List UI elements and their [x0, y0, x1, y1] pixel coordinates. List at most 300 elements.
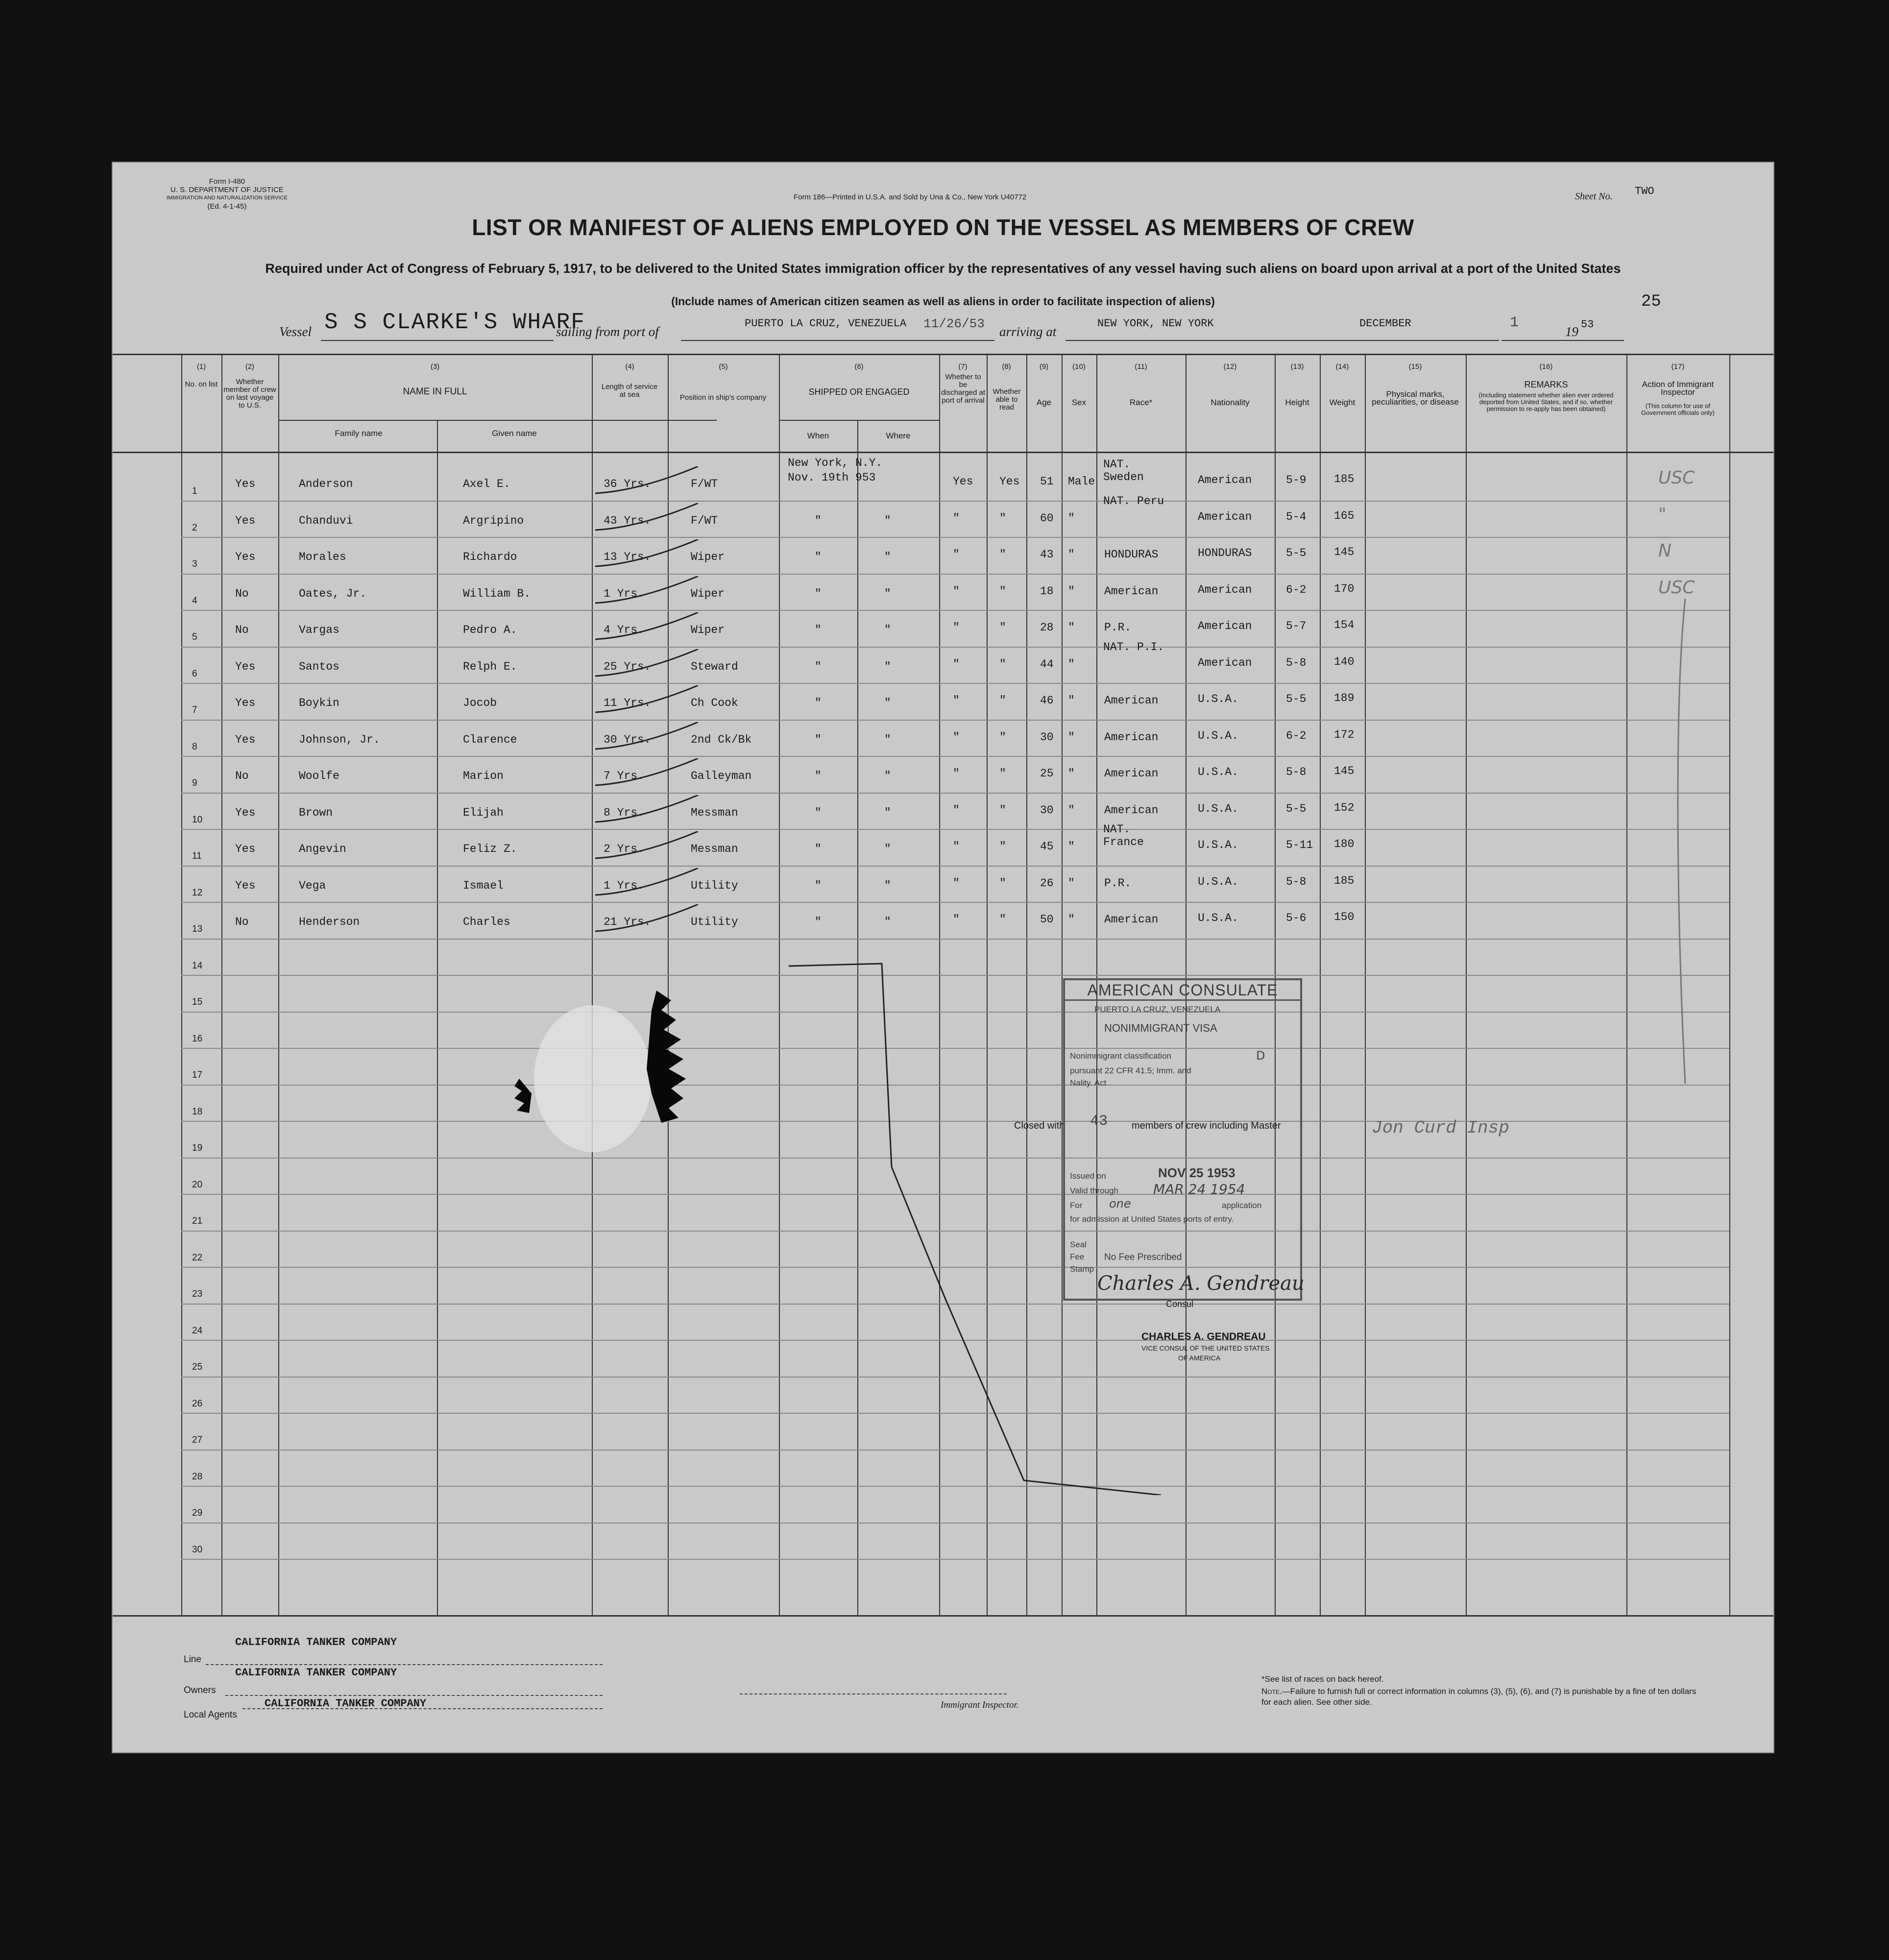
row-number: 3	[192, 559, 197, 569]
form-edition: (Ed. 4-1-45)	[207, 202, 247, 211]
cell-family-name: Santos	[299, 660, 339, 673]
cell-age: 51	[1040, 475, 1054, 488]
application-label: application	[1222, 1201, 1262, 1210]
cell-where: "	[884, 843, 891, 855]
crew-count: 43	[1090, 1113, 1108, 1130]
arriving-label: arriving at	[999, 324, 1057, 339]
stamp-act: Nality. Act	[1070, 1078, 1107, 1088]
consul-label: Consul	[1166, 1299, 1194, 1309]
cell-age: 26	[1040, 876, 1054, 890]
cell-when: "	[815, 514, 822, 527]
stamp-location: PUERTO LA CRUZ, VENEZUELA	[1094, 1005, 1221, 1014]
row-number: 11	[192, 851, 202, 861]
col-header-discharge: Whether to be discharged at port of arrival	[941, 373, 986, 405]
cell-weight: 150	[1334, 911, 1355, 923]
cell-discharge: "	[953, 584, 960, 598]
col-num: (17)	[1671, 363, 1685, 371]
owners-label: Owners	[184, 1685, 216, 1695]
col-num: (13)	[1290, 363, 1304, 371]
col-header-physical-marks: Physical marks, peculiarities, or disease	[1372, 389, 1459, 407]
tick-mark	[595, 466, 708, 501]
row-number: 9	[192, 778, 197, 788]
printer-line: Form 186—Printed in U.S.A. and Sold by Una & Co., New York U40772	[794, 193, 1027, 201]
cell-position: F/WT	[691, 514, 718, 527]
consul-signature: Charles A. Gendreau	[1097, 1272, 1305, 1295]
cell-when: "	[815, 843, 822, 855]
cell-weight: 170	[1334, 582, 1355, 595]
agents-label: Local Agents	[184, 1710, 237, 1720]
cell-weight: 140	[1334, 655, 1355, 668]
cell-given-name: Elijah	[463, 806, 504, 819]
cell-given-name: Charles	[463, 916, 510, 928]
tick-mark	[595, 758, 708, 793]
consul-title: VICE CONSUL OF THE UNITED STATES	[1141, 1344, 1270, 1352]
cell-position: Utility	[691, 916, 738, 928]
row-number: 10	[192, 814, 203, 825]
col-num: (10)	[1072, 363, 1086, 371]
cell-weight: 165	[1334, 509, 1355, 522]
cell-nationality: U.S.A.	[1198, 693, 1238, 705]
cell-when: "	[815, 660, 822, 673]
cell-sex: "	[1068, 621, 1075, 634]
cell-where: "	[884, 697, 891, 709]
vessel-label: Vessel	[279, 324, 312, 339]
row-number: 28	[192, 1471, 203, 1482]
cell-race: American	[1104, 913, 1159, 926]
col-header-weight: Weight	[1329, 398, 1356, 407]
cell-sex: "	[1068, 694, 1075, 707]
col-header-height: Height	[1285, 398, 1309, 407]
cell-height: 5-5	[1286, 693, 1307, 705]
col-num: (15)	[1408, 363, 1422, 371]
col-num: (6)	[854, 363, 864, 371]
fee-label: Fee	[1070, 1252, 1085, 1261]
cell-read: Yes	[999, 475, 1020, 488]
col-num: (16)	[1539, 363, 1553, 371]
cell-race: American	[1104, 730, 1159, 744]
cell-read: "	[999, 803, 1006, 817]
admission-text: for admission at United States ports of entry.	[1070, 1214, 1234, 1224]
cell-where: "	[884, 514, 891, 527]
seal-label: Seal	[1070, 1240, 1087, 1249]
row-number: 6	[192, 668, 197, 679]
cell-read: "	[999, 913, 1006, 926]
row-rule	[181, 1559, 1729, 1560]
cell-service: 8 Yrs.	[604, 806, 644, 819]
row-number: 1	[192, 486, 197, 496]
closing-prefix: Closed with	[1014, 1120, 1065, 1131]
cell-prev-voyage: No	[235, 916, 249, 928]
cell-position: Wiper	[691, 587, 725, 600]
cell-sex: "	[1068, 840, 1075, 853]
cell-age: 30	[1040, 803, 1054, 817]
cell-where: "	[884, 551, 891, 563]
cell-given-name: William B.	[463, 587, 531, 600]
cell-read: "	[999, 767, 1006, 780]
col-header-race: Race*	[1129, 398, 1153, 407]
tick-mark	[595, 539, 708, 574]
cell-when: "	[815, 770, 822, 782]
inspector-note: (This column for use of Government officials only)	[1641, 402, 1715, 416]
cell-given-name: Marion	[463, 770, 504, 782]
col-header-shipped: SHIPPED OR ENGAGED	[808, 387, 910, 397]
cell-height: 5-8	[1286, 656, 1307, 669]
cell-discharge: "	[953, 730, 960, 744]
cell-given-name: Clarence	[463, 733, 517, 746]
row-number: 16	[192, 1033, 203, 1044]
cell-sex: "	[1068, 767, 1075, 780]
cell-service: 25 Yrs.	[604, 660, 651, 673]
year-suffix: 53	[1581, 318, 1594, 331]
cell-prev-voyage: Yes	[235, 879, 256, 892]
cell-sex: "	[1068, 803, 1075, 817]
row-number: 20	[192, 1179, 203, 1190]
cell-discharge: Yes	[953, 475, 973, 488]
cell-where: "	[884, 733, 891, 746]
col-num: (14)	[1335, 363, 1349, 371]
row-rule	[181, 756, 1729, 757]
cell-age: 50	[1040, 913, 1054, 926]
cell-race: HONDURAS	[1104, 548, 1159, 561]
page-number: 25	[1641, 292, 1661, 311]
row-number: 17	[192, 1070, 203, 1080]
row-number: 21	[192, 1216, 203, 1226]
cell-given-name: Axel E.	[463, 478, 510, 490]
tick-mark	[595, 795, 708, 829]
cell-inspector-action: "	[1658, 504, 1667, 525]
cell-age: 44	[1040, 657, 1054, 671]
department-name: U. S. DEPARTMENT OF JUSTICE	[170, 186, 284, 194]
cell-race: American	[1104, 767, 1159, 780]
cell-discharge: "	[953, 548, 960, 561]
cell-sex: "	[1068, 511, 1075, 525]
issued-label: Issued on	[1070, 1171, 1106, 1181]
col-header-given: Given name	[492, 429, 537, 438]
cell-height: 5-5	[1286, 802, 1307, 815]
col-num: (4)	[625, 363, 634, 371]
cell-height: 6-2	[1286, 583, 1307, 596]
cell-discharge: "	[953, 876, 960, 890]
subnote: (Include names of American citizen seamen as well as aliens in order to facilitate inspection of aliens)	[671, 295, 1215, 308]
stamp-header: AMERICAN CONSULATE	[1065, 981, 1300, 1001]
cell-discharge: "	[953, 803, 960, 817]
cell-prev-voyage: Yes	[235, 478, 256, 490]
cell-race: NAT. Peru	[1103, 494, 1164, 508]
cell-position: Wiper	[691, 551, 725, 563]
cell-weight: 185	[1334, 874, 1355, 887]
cell-height: 6-2	[1286, 729, 1307, 742]
valid-date: MAR 24 1954	[1153, 1181, 1245, 1197]
cell-weight: 145	[1334, 765, 1355, 777]
col-header-age: Age	[1036, 398, 1052, 407]
cell-height: 5-8	[1286, 766, 1307, 778]
cell-nationality: HONDURAS	[1198, 547, 1252, 559]
vessel-name: S S CLARKE'S WHARF	[324, 310, 585, 335]
cell-nationality: U.S.A.	[1198, 729, 1238, 742]
row-rule	[181, 720, 1729, 721]
cell-sex: "	[1068, 548, 1075, 561]
service-name: IMMIGRATION AND NATURALIZATION SERVICE	[167, 195, 288, 201]
port-to: NEW YORK, NEW YORK	[1097, 317, 1214, 330]
cell-read: "	[999, 657, 1006, 671]
arrival-day: 1	[1510, 315, 1519, 331]
cell-when: "	[815, 551, 822, 563]
cell-inspector-action: USC	[1658, 468, 1695, 488]
cell-discharge: "	[953, 694, 960, 707]
cell-prev-voyage: Yes	[235, 514, 256, 527]
row-number: 5	[192, 632, 197, 642]
cell-where: "	[884, 916, 891, 928]
row-number: 4	[192, 595, 197, 606]
cell-service: 43 Yrs.	[604, 514, 651, 527]
col-num: (8)	[1002, 363, 1011, 371]
col-header-family: Family name	[335, 429, 383, 438]
form-number: Form I-480	[209, 177, 245, 186]
row-number: 2	[192, 522, 197, 533]
cell-given-name: Richardo	[463, 551, 517, 563]
cell-when: "	[815, 733, 822, 746]
cell-service: 30 Yrs.	[604, 733, 651, 746]
fee-value: No Fee Prescribed	[1104, 1252, 1182, 1262]
cell-position: Wiper	[691, 624, 725, 636]
cell-prev-voyage: No	[235, 624, 249, 636]
row-number: 15	[192, 997, 203, 1007]
cell-sex: "	[1068, 657, 1075, 671]
col-num: (9)	[1039, 363, 1049, 371]
cell-nationality: U.S.A.	[1198, 875, 1238, 888]
stamp-class-value: D	[1256, 1049, 1265, 1063]
row-number: 8	[192, 741, 197, 752]
tick-mark	[595, 576, 708, 610]
sheet-value: TWO	[1635, 185, 1654, 197]
row-number: 14	[192, 960, 203, 971]
cell-service: 1 Yrs.	[604, 879, 644, 892]
col-header-no: No. on list	[185, 380, 218, 388]
cell-family-name: Henderson	[299, 916, 360, 928]
cell-given-name: Argripino	[463, 514, 524, 527]
cell-discharge: "	[953, 511, 960, 525]
cell-age: 43	[1040, 548, 1054, 561]
cell-family-name: Chanduvi	[299, 514, 353, 527]
cell-given-name: Pedro A.	[463, 624, 517, 636]
cell-when: "	[815, 916, 822, 928]
cell-inspector-action: N	[1658, 541, 1671, 561]
cell-prev-voyage: No	[235, 587, 249, 600]
note-text: —Failure to furnish full or correct information in columns (3), (5), (6), and (7) is punishable by a fine of ten dollars for each alien. See other side.	[1261, 1687, 1696, 1707]
row-rule	[181, 793, 1729, 794]
col-header-inspector: Action of Immigrant Inspector	[1642, 380, 1714, 397]
col-header-where: Where	[886, 431, 911, 440]
cell-nationality: U.S.A.	[1198, 912, 1238, 924]
cell-age: 25	[1040, 767, 1054, 780]
cell-height: 5-6	[1286, 912, 1307, 924]
row-rule	[181, 829, 1729, 830]
cell-nationality: American	[1198, 656, 1252, 669]
form-identifier	[167, 177, 288, 211]
row-rule	[181, 647, 1729, 648]
col-num: (1)	[196, 363, 206, 371]
cell-family-name: Johnson, Jr.	[299, 733, 380, 746]
cell-prev-voyage: Yes	[235, 551, 256, 563]
subtitle: Required under Act of Congress of February 5, 1917, to be delivered to the United States immigration officer by the representatives of any vessel having such aliens on board upon arrival at a port of the United States	[265, 261, 1621, 276]
tick-mark	[595, 503, 708, 537]
closing-suffix: members of crew including Master	[1132, 1120, 1281, 1131]
cell-service: 7 Yrs.	[604, 770, 644, 782]
col-num: (2)	[245, 363, 255, 371]
cell-weight: 180	[1334, 838, 1355, 850]
cell-position: Messman	[691, 806, 738, 819]
tick-mark	[595, 868, 708, 902]
row-rule	[181, 902, 1729, 903]
cell-race: American	[1104, 694, 1159, 707]
cell-weight: 152	[1334, 801, 1355, 814]
col-header-prev-voyage: Whether member of crew on last voyage to U.S.	[223, 378, 276, 410]
tick-mark	[595, 831, 708, 866]
cell-discharge: "	[953, 840, 960, 853]
cell-where: "	[884, 587, 891, 600]
row-number: 19	[192, 1143, 203, 1153]
manifest-sheet	[112, 162, 1774, 1753]
cell-when: "	[815, 624, 822, 636]
cell-when: New York, N.Y.	[788, 457, 883, 469]
cell-age: 28	[1040, 621, 1054, 634]
cell-height: 5-11	[1286, 839, 1313, 851]
col-num: (5)	[719, 363, 728, 371]
row-number: 7	[192, 705, 197, 715]
cell-sex: Male	[1068, 475, 1095, 488]
port-from: PUERTO LA CRUZ, VENEZUELA	[745, 317, 907, 330]
cell-prev-voyage: Yes	[235, 843, 256, 855]
inspector-bracket	[1656, 594, 1715, 1108]
cell-read: "	[999, 876, 1006, 890]
cell-nationality: American	[1198, 620, 1252, 632]
penalty-note	[1261, 1686, 1702, 1708]
row-rule	[181, 610, 1729, 611]
cell-discharge: "	[953, 621, 960, 634]
cell-prev-voyage: No	[235, 770, 249, 782]
row-number: 13	[192, 924, 203, 934]
col-header-when: When	[807, 431, 829, 440]
cell-discharge: "	[953, 913, 960, 926]
cell-prev-voyage: Yes	[235, 660, 256, 673]
col-num: (7)	[958, 363, 968, 371]
cell-family-name: Vega	[299, 879, 326, 892]
row-rule	[181, 1523, 1729, 1524]
cell-where: "	[884, 879, 891, 892]
stamp-visa: NONIMMIGRANT VISA	[1104, 1022, 1217, 1034]
cell-given-name: Feliz Z.	[463, 843, 517, 855]
col-header-service: Length of service at sea	[601, 383, 658, 399]
row-number: 26	[192, 1398, 203, 1409]
pen-stroke	[789, 956, 1377, 1495]
row-number: 27	[192, 1435, 203, 1445]
cell-service: 2 Yrs.	[604, 843, 644, 855]
cell-sex: "	[1068, 584, 1075, 598]
cell-weight: 154	[1334, 619, 1355, 631]
cell-nationality: U.S.A.	[1198, 766, 1238, 778]
cell-height: 5-4	[1286, 510, 1307, 523]
cell-given-name: Relph E.	[463, 660, 517, 673]
cell-position: Ch Cook	[691, 697, 738, 709]
cell-sex: "	[1068, 876, 1075, 890]
cell-weight: 145	[1334, 546, 1355, 558]
cell-age: 45	[1040, 840, 1054, 853]
cell-read: "	[999, 621, 1006, 634]
cell-family-name: Oates, Jr.	[299, 587, 367, 600]
cell-nationality: American	[1198, 474, 1252, 486]
col-num: (3)	[430, 363, 440, 371]
cell-service: 4 Yrs.	[604, 624, 644, 636]
arrival-month: DECEMBER	[1359, 317, 1411, 330]
cell-age: 30	[1040, 730, 1054, 744]
note-label: Note.	[1261, 1687, 1282, 1696]
cell-position: Steward	[691, 660, 738, 673]
sheet-label: Sheet No.	[1575, 191, 1613, 202]
consul-name: CHARLES A. GENDREAU	[1141, 1331, 1266, 1342]
cell-read: "	[999, 840, 1006, 853]
cell-position: Utility	[691, 879, 738, 892]
cell-when: "	[815, 697, 822, 709]
row-number: 12	[192, 887, 203, 898]
cell-prev-voyage: Yes	[235, 806, 256, 819]
col-header-name: NAME IN FULL	[403, 387, 467, 397]
cell-race: NAT. France	[1103, 823, 1144, 848]
cell-nationality: American	[1198, 510, 1252, 523]
owners-value: CALIFORNIA TANKER COMPANY	[235, 1667, 397, 1679]
cell-height: 5-9	[1286, 474, 1307, 486]
for-label: For	[1070, 1201, 1083, 1210]
cell-family-name: Anderson	[299, 478, 353, 490]
cell-prev-voyage: Yes	[235, 697, 256, 709]
row-rule	[181, 501, 1729, 502]
cell-age: 60	[1040, 511, 1054, 525]
cell-race: P.R.	[1104, 876, 1132, 890]
cell-read: "	[999, 730, 1006, 744]
cell-family-name: Morales	[299, 551, 346, 563]
cell-prev-voyage: Yes	[235, 733, 256, 746]
cell-position: Galleyman	[691, 770, 752, 782]
cell-height: 5-5	[1286, 547, 1307, 559]
row-rule	[181, 683, 1729, 684]
remarks-note: (Including statement whether alien ever ordered deported from United States, and if so, whether permission to re-apply has been obtained)	[1478, 391, 1614, 412]
issued-date: NOV 25 1953	[1158, 1165, 1235, 1180]
cell-age: 18	[1040, 584, 1054, 598]
cell-when: "	[815, 879, 822, 892]
col-header-read: Whether able to read	[993, 387, 1021, 411]
cell-inspector-action: USC	[1658, 577, 1695, 598]
cell-nationality: U.S.A.	[1198, 802, 1238, 815]
cell-race: American	[1104, 584, 1159, 598]
cell-sex: "	[1068, 730, 1075, 744]
agents-value: CALIFORNIA TANKER COMPANY	[265, 1697, 427, 1710]
cell-discharge: "	[953, 657, 960, 671]
row-number: 29	[192, 1508, 203, 1518]
cell-age: 46	[1040, 694, 1054, 707]
row-rule	[181, 939, 1729, 940]
cell-race: P.R.	[1104, 621, 1132, 634]
tick-mark	[595, 722, 708, 756]
cell-discharge: "	[953, 767, 960, 780]
cell-weight: 185	[1334, 473, 1355, 485]
cell-family-name: Boykin	[299, 697, 339, 709]
row-number: 18	[192, 1106, 203, 1117]
col-header-position: Position in ship's company	[679, 393, 767, 402]
cell-weight: 172	[1334, 728, 1355, 741]
cell-family-name: Angevin	[299, 843, 346, 855]
row-number: 30	[192, 1544, 203, 1555]
cell-where: "	[884, 624, 891, 636]
row-number: 24	[192, 1325, 203, 1336]
